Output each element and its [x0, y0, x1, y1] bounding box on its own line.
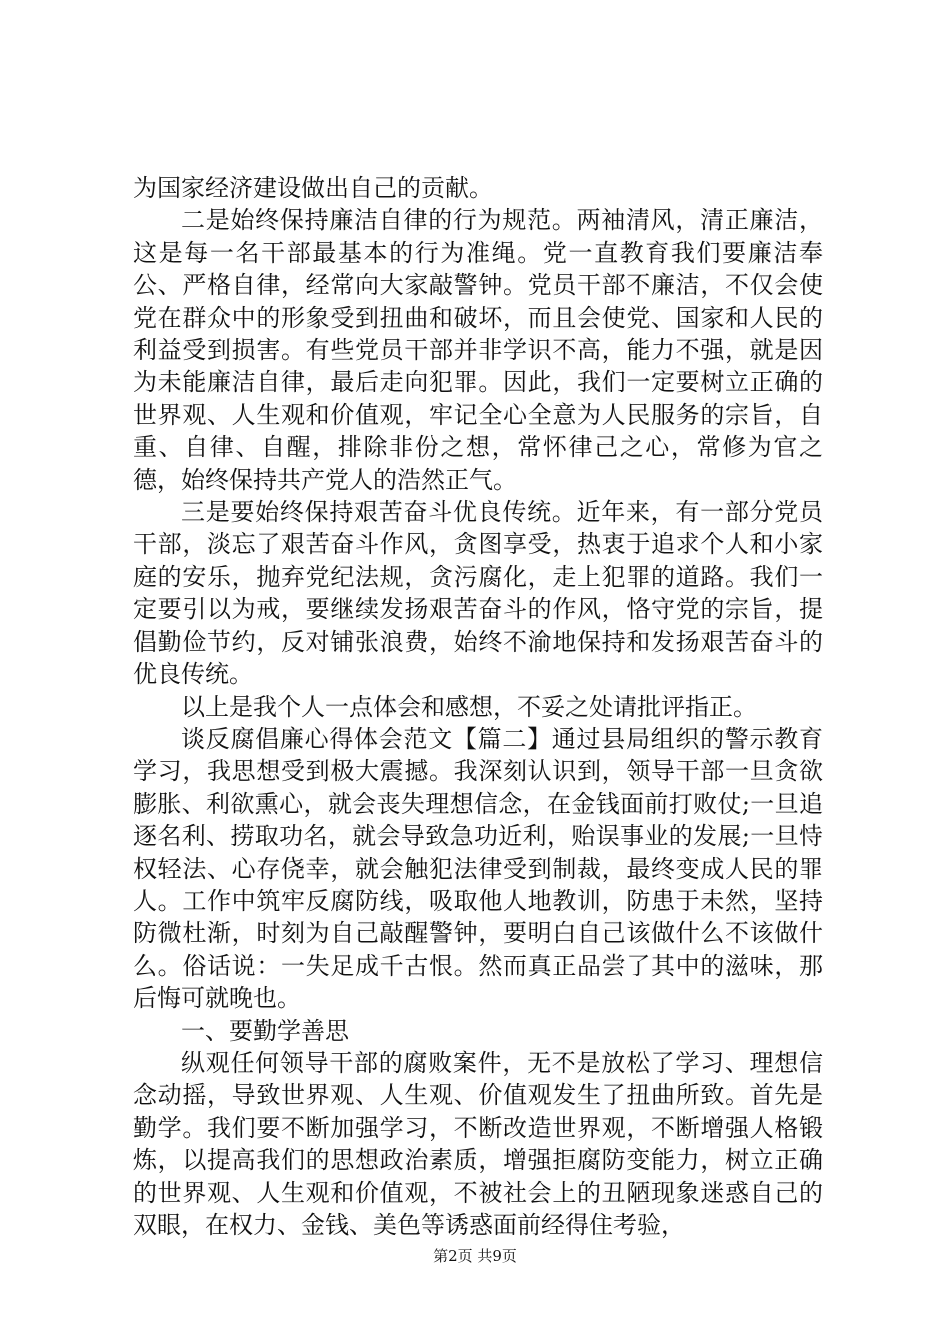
- paragraph-hard-work: 三是要始终保持艰苦奋斗优良传统。近年来，有一部分党员干部，淡忘了艰苦奋斗作风，贪图享受，热衷于追求个人和小家庭的安乐，抛弃党纪法规，贪污腐化，走上犯罪的道路。我们一定要引以为戒，要继续发扬艰苦奋斗的作风，恪守党的宗旨，提倡勤俭节约，反对铺张浪费，始终不渝地保持和发扬艰苦奋斗的优良传统。: [133, 498, 823, 689]
- document-body: [133, 172, 823, 1241]
- page-number-footer: 第2页 共9页: [433, 1247, 517, 1265]
- paragraph-essay-two-intro: 谈反腐倡廉心得体会范文【篇二】通过县局组织的警示教育学习，我思想受到极大震撼。我深刻认识到，领导干部一旦贪欲膨胀、利欲熏心，就会丧失理想信念，在金钱面前打败仗;一旦追逐名利、捞取功名，就会导致急功近利，贻误事业的发展;一旦恃权轻法、心存侥幸，就会触犯法律受到制裁，最终变成人民的罪人。工作中筑牢反腐防线，吸取他人地教训，防患于未然，坚持防微杜渐，时刻为自己敲醒警钟，要明白自己该做什么不该做什么。俗话说：一失足成千古恨。然而真正品尝了其中的滋味，那后悔可就晚也。: [133, 724, 823, 1013]
- paragraph-integrity: 二是始终保持廉洁自律的行为规范。两袖清风，清正廉洁，这是每一名干部最基本的行为准绳。党一直教育我们要廉洁奉公、严格自律，经常向大家敲警钟。党员干部不廉洁，不仅会使党在群众中的形象受到扭曲和破坏，而且会使党、国家和人民的利益受到损害。有些党员干部并非学识不高，能力不强，就是因为未能廉洁自律，最后走向犯罪。因此，我们一定要树立正确的世界观、人生观和价值观，牢记全心全意为人民服务的宗旨，自重、自律、自醒，排除非份之想，常怀律己之心，常修为官之德，始终保持共产党人的浩然正气。: [133, 206, 823, 494]
- section-heading: 一、要勤学善思: [181, 1016, 349, 1045]
- paragraph-study: 纵观任何领导干部的腐败案件，无不是放松了学习、理想信念动摇，导致世界观、人生观、价值观发生了扭曲所致。首先是勤学。我们要不断加强学习，不断改造世界观，不断增强人格锻炼，以提高我们的思想政治素质，增强拒腐防变能力，树立正确的世界观、人生观和价值观，不被社会上的丑陋现象迷惑自己的双眼，在权力、金钱、美色等诱惑面前经得住考验，: [133, 1048, 823, 1239]
- paragraph-closing: 以上是我个人一点体会和感想，不妥之处请批评指正。: [181, 692, 757, 721]
- paragraph-continuation: 为国家经济建设做出自己的贡献。: [133, 174, 493, 202]
